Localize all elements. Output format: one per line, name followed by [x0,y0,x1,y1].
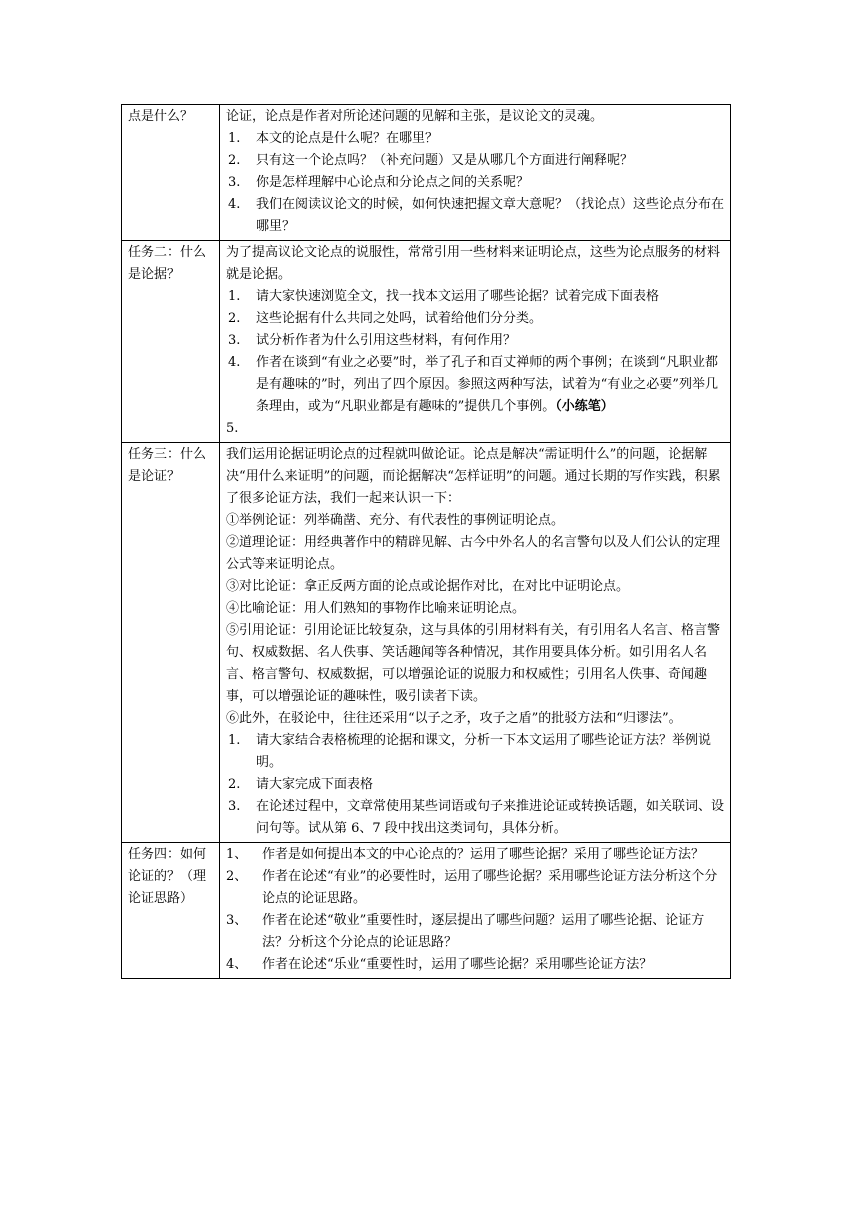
list-item [226,172,725,194]
content-cell [220,443,731,843]
method-citation: ⑤引用论证：引用论证比较复杂，这与具体的引用材料有关，有引用名人名言、格言警句、权威数据、名人佚事、笑话趣闻等各种情况，其作用要具体分析。如引用名人名言、格言警句、权威数据，可以增强论证的说服力和权威性；引用名人佚事、奇闻趣事，可以增强论证的趣味性，吸引读者下读。 [226,623,721,704]
list-item [226,308,725,330]
method-refutation: ⑥此外，在驳论中，往往还采用“以子之矛，攻子之盾”的批驳方法和“归谬法”。 [226,711,682,726]
item-text: 作者在论述“有业”的必要性时，运用了哪些论据？采用哪些论证方法分析这个分论点的论证思路。 [262,869,718,906]
method-example: ①举例论证：列举确凿、充分、有代表性的事例证明论点。 [226,513,565,528]
table-row [122,105,731,241]
item-number: 3、 [226,913,248,928]
method-reasoning: ②道理论证：用经典著作中的精辟见解、古今中外名人的名言警句以及人们公认的定理公式等来证明论点。 [226,535,721,572]
item-text: 试分析作者为什么引用这些材料，有何作用？ [256,333,517,348]
content-cell [220,105,731,241]
question-list [226,730,725,840]
item-number: 1. [228,733,241,748]
item-number: 2. [228,153,241,168]
item-text: 在论述过程中，文章常使用某些词语或句子来推进论证或转换话题，如关联词、设问句等。试从第 6、7 段中找出这类词句，具体分析。 [256,799,725,836]
list-item [226,844,725,866]
item-text: 我们在阅读议论文的时候，如何快速把握文章大意呢？（找论点）这些论点分布在哪里？ [256,197,725,234]
item-text: 请大家完成下面表格 [256,777,374,792]
item-number: 2. [228,777,241,792]
item-number: 1. [228,131,241,146]
list-item [226,774,725,796]
intro-text: 为了提高议论文论点的说服性，常常引用一些材料来证明论点，这些为论点服务的材料就是论据。 [226,245,721,282]
table-row [122,241,731,443]
list-item [226,910,725,954]
item-text: 你是怎样理解中心论点和分论点之间的关系呢？ [256,175,530,190]
content-cell [220,843,731,979]
item-text: 作者在论述“乐业“重要性时，运用了哪些论据？采用哪些论证方法？ [262,957,653,972]
list-item [226,730,725,774]
table-row [122,843,731,979]
item-number: 4. [228,197,241,212]
item-text: 这些论据有什么共同之处吗，试着给他们分分类。 [256,311,543,326]
item-number: 4、 [226,957,248,972]
list-item [226,352,725,418]
task-cell: 任务三：什么是论证？ [122,443,220,843]
task-cell: 任务四：如何论证的？（理论证思路） [122,843,220,979]
lesson-plan-table [121,104,731,979]
task-cell: 任务二：什么是论据？ [122,241,220,443]
item-number: 2、 [226,869,248,884]
list-item [226,150,725,172]
method-metaphor: ④比喻论证：用人们熟知的事物作比喻来证明论点。 [226,601,526,616]
list-item [226,330,725,352]
item-text: 作者是如何提出本文的中心论点的？运用了哪些论据？采用了哪些论证方法？ [262,847,705,862]
intro-text: 论证，论点是作者对所论述问题的见解和主张，是议论文的灵魂。 [226,109,604,124]
intro-text: 我们运用论据证明论点的过程就叫做论证。论点是解决“需证明什么”的问题，论据解决“用什么来证明”的问题，而论据解决“怎样证明”的问题。通过长期的写作实践，积累了很多论证方法，我们一起来认识一下： [226,447,721,506]
empty-item-number: 5. [226,421,239,436]
list-item [226,194,725,238]
question-list [226,844,725,976]
item-text: 作者在论述“敬业”重要性时，逐层提出了哪些问题？运用了哪些论据、论证方法？分析这个分论点的论证思路？ [262,913,705,950]
item-number: 1. [228,289,241,304]
list-item [226,286,725,308]
question-list [226,128,725,238]
list-item [226,954,725,976]
item-text: 请大家结合表格梳理的论据和课文，分析一下本文运用了哪些论证方法？举例说明。 [256,733,712,770]
method-contrast: ③对比论证：拿正反两方面的论点或论据作对比，在对比中证明论点。 [226,579,630,594]
item-number: 1、 [226,847,248,862]
item-text: 请大家快速浏览全文，找一找本文运用了哪些论据？试着完成下面表格 [256,289,660,304]
list-item [226,128,725,150]
list-item [226,796,725,840]
item-number: 4. [228,355,241,370]
item-number: 3. [228,799,241,814]
table-row [122,443,731,843]
question-list [226,286,725,418]
item-number: 3. [228,175,241,190]
item-number: 2. [228,311,241,326]
task-cell: 点是什么？ [122,105,220,241]
item-text: 只有这一个论点吗？（补充问题）又是从哪几个方面进行阐释呢？ [256,153,634,168]
exercise-label: （小练笔） [555,399,614,414]
list-item [226,866,725,910]
item-number: 3. [228,333,241,348]
content-cell [220,241,731,443]
item-text: 作者在谈到“有业之必要”时，举了孔子和百丈禅师的两个事例；在谈到“凡职业都是有趣味的”时，列出了四个原因。参照这两种写法，试着为“有业之必要”列举几条理由，或为“凡职业都是有趣味的”提供几个事例。 [256,355,718,414]
item-text: 本文的论点是什么呢？在哪里？ [256,131,439,146]
